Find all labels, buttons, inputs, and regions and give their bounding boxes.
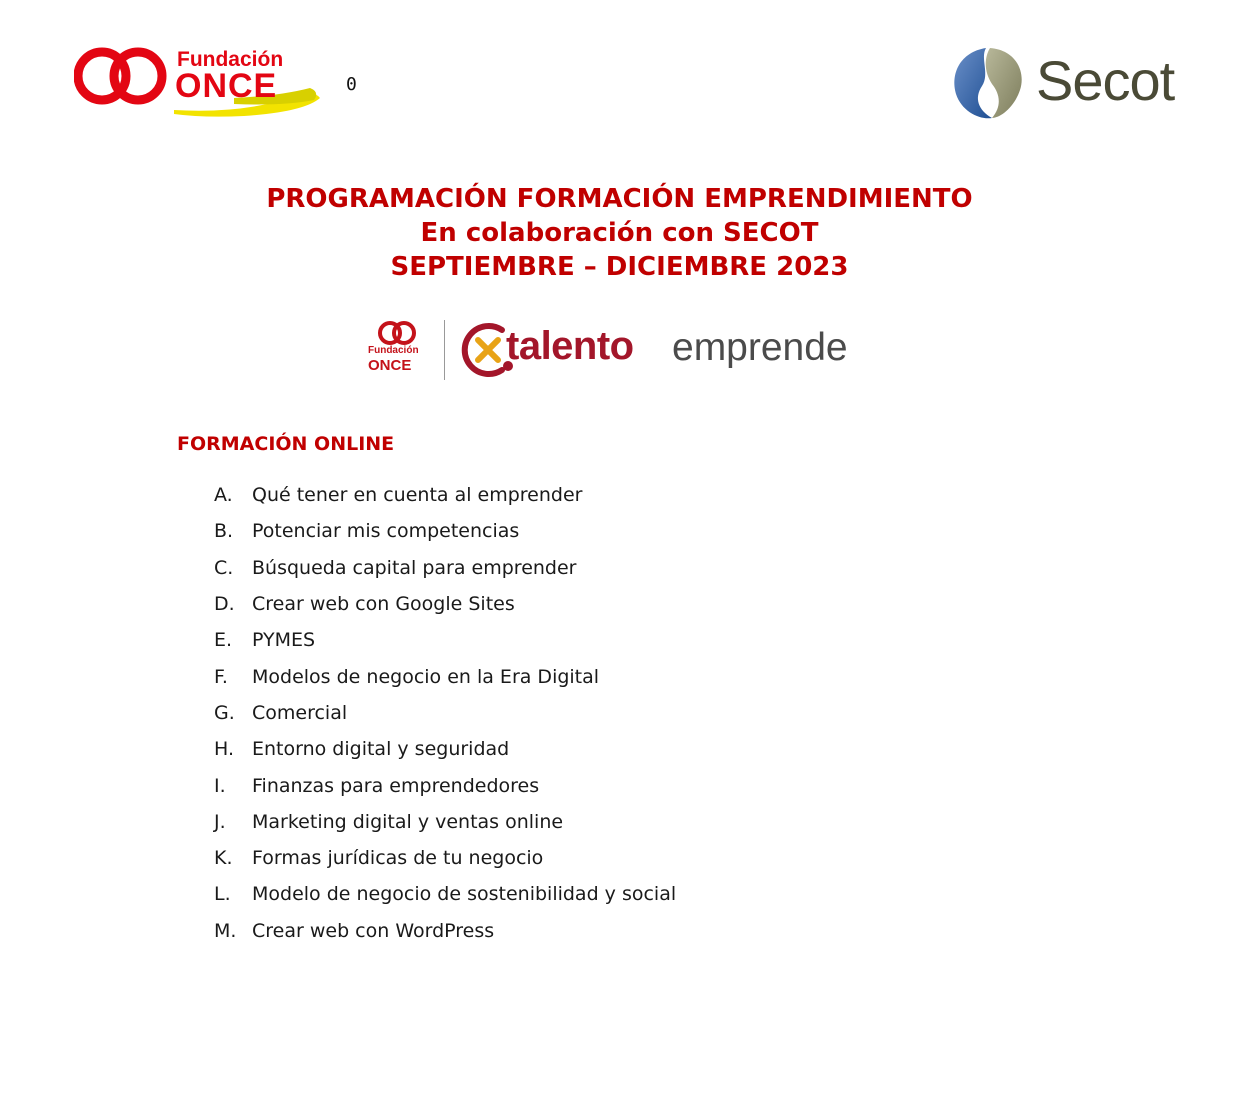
list-item-letter: H. — [214, 738, 234, 761]
secot-mark-icon — [950, 44, 1030, 122]
list-item-letter: M. — [214, 919, 237, 942]
list-item-label: Potenciar mis competencias — [252, 520, 520, 543]
list-item-letter: J. — [214, 810, 226, 833]
once-logo-line1: Fundación — [177, 48, 284, 71]
list-item-label: Modelo de negocio de sostenibilidad y social — [252, 883, 677, 906]
banner-divider — [444, 320, 445, 380]
list-item-letter: B. — [214, 520, 234, 543]
list-item-letter: C. — [214, 556, 234, 579]
list-item-label: Qué tener en cuenta al emprender — [252, 484, 583, 507]
list-item — [214, 622, 676, 658]
course-list — [214, 477, 676, 949]
list-item-label: Marketing digital y ventas online — [252, 810, 564, 833]
banner-emprende-text: emprende — [672, 326, 848, 369]
list-item — [214, 876, 676, 912]
banner-fundacion-text: Fundación — [368, 345, 419, 356]
list-item-label: Comercial — [252, 701, 348, 724]
list-item-letter: G. — [214, 701, 235, 724]
section-title: FORMACIÓN ONLINE — [177, 433, 395, 455]
list-item-label: Crear web con Google Sites — [252, 593, 515, 616]
list-item-letter: I. — [214, 774, 226, 797]
secot-logo-text: Secot — [1036, 49, 1175, 112]
list-item-label: PYMES — [252, 629, 316, 652]
once-small-rings-icon — [372, 318, 432, 348]
list-item-label: Búsqueda capital para emprender — [252, 556, 577, 579]
title-line-2: En colaboración con SECOT — [420, 218, 819, 248]
list-item-letter: A. — [214, 484, 233, 507]
list-item-letter: K. — [214, 847, 233, 870]
secot-logo — [950, 44, 1175, 122]
page-number: 0 — [346, 74, 357, 95]
list-item — [214, 695, 676, 731]
banner-talento-text: talento — [506, 324, 634, 368]
list-item — [214, 804, 676, 840]
list-item — [214, 513, 676, 549]
list-item — [214, 840, 676, 876]
list-item — [214, 913, 676, 949]
list-item — [214, 550, 676, 586]
list-item — [214, 477, 676, 513]
talento-emprende-banner — [360, 316, 880, 386]
list-item — [214, 767, 676, 803]
list-item-label: Crear web con WordPress — [252, 919, 495, 942]
fundacion-once-logo — [74, 40, 324, 120]
list-item-letter: L. — [214, 883, 231, 906]
list-item-label: Modelos de negocio en la Era Digital — [252, 665, 600, 688]
banner-once-text: ONCE — [368, 357, 412, 374]
list-item-letter: F. — [214, 665, 228, 688]
document-title — [0, 182, 1239, 284]
once-logo-line2: ONCE — [175, 67, 278, 105]
list-item — [214, 658, 676, 694]
title-line-1: PROGRAMACIÓN FORMACIÓN EMPRENDIMIENTO — [266, 184, 973, 214]
title-line-3: SEPTIEMBRE – DICIEMBRE 2023 — [390, 252, 849, 282]
list-item-letter: E. — [214, 629, 233, 652]
list-item-label: Formas jurídicas de tu negocio — [252, 847, 544, 870]
list-item-label: Entorno digital y seguridad — [252, 738, 510, 761]
list-item — [214, 731, 676, 767]
list-item — [214, 586, 676, 622]
list-item-label: Finanzas para emprendedores — [252, 774, 540, 797]
list-item-letter: D. — [214, 593, 235, 616]
